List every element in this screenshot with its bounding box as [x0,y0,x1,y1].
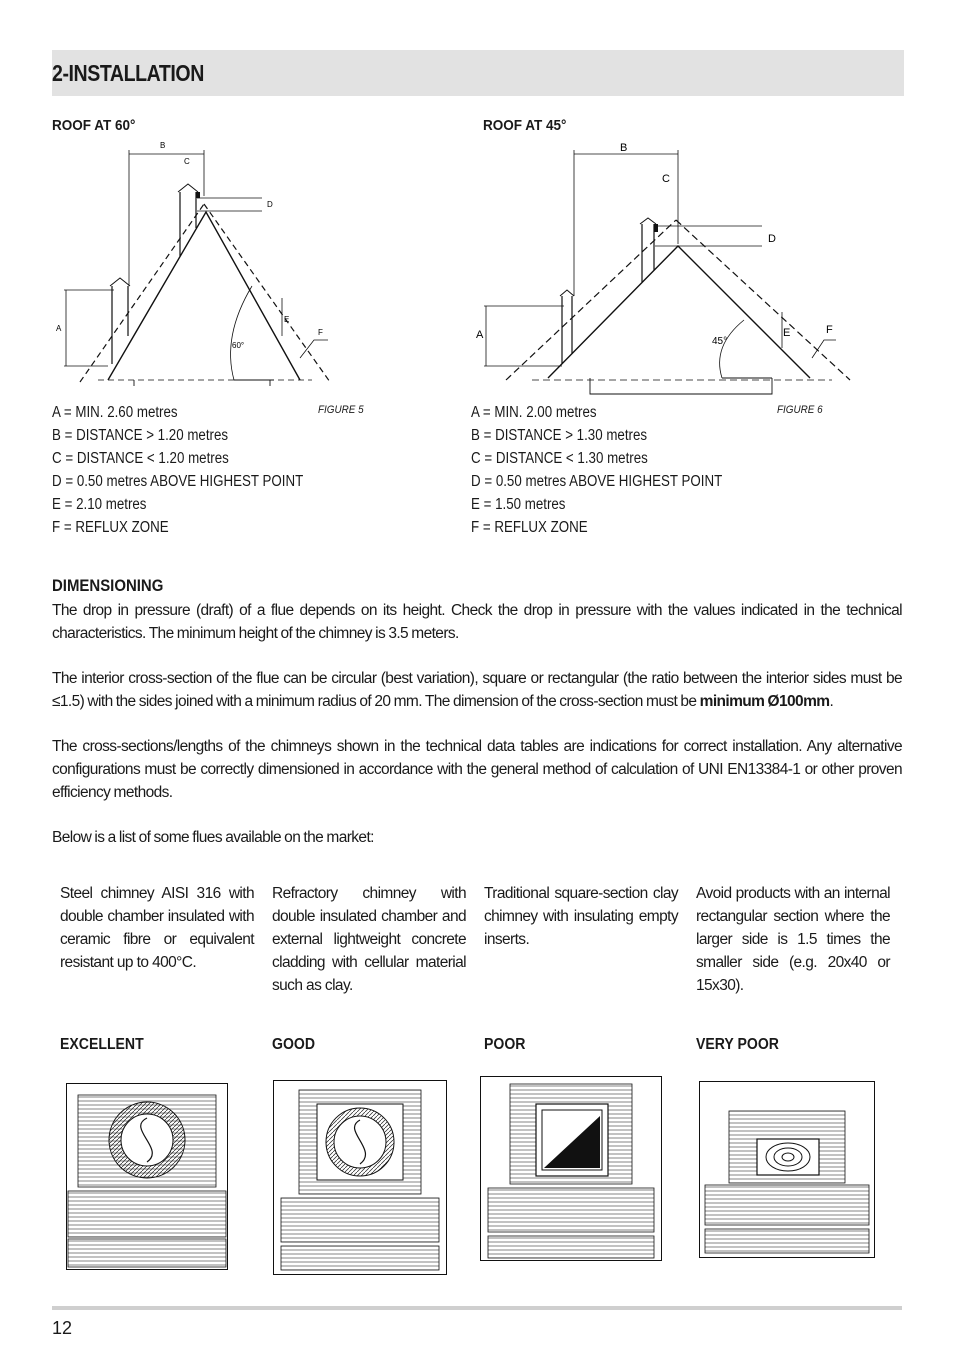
figure5-legend [52,401,303,539]
paragraph-configurations: The cross-sections/lengths of the chimneys shown in the technical data tables are indications for correct installation. Any alternative configurations must be correctly dimensioned in accordance with the general method of calculation of UNI EN13384-1 or other proven efficiency methods. [52,738,902,801]
figure5-legend-d: D = 0.50 metres ABOVE HIGHEST POINT [52,473,304,490]
paragraph-flue-list-intro: Below is a list of some flues available on the market: [52,829,374,846]
figure6-label-d: D [768,233,776,245]
figure6-legend-a: A = MIN. 2.00 metres [471,404,597,421]
figure5-legend-b: B = DISTANCE > 1.20 metres [52,427,229,444]
figure5-legend-a: A = MIN. 2.60 metres [52,404,178,421]
figure6-legend-c: C = DISTANCE < 1.30 metres [471,450,648,467]
figure5-legend-e: E = 2.10 metres [52,496,147,513]
figure5-label-d: D [267,200,273,209]
figure6-label-c: C [662,173,670,185]
figure5-label-e: E [284,315,290,324]
footer-divider [52,1306,902,1310]
figure6-roof-45-diagram [472,136,862,398]
figure6-legend-d: D = 0.50 metres ABOVE HIGHEST POINT [471,473,723,490]
figure6-legend [471,401,722,539]
rating-poor: POOR [484,1036,526,1053]
section-heading-dimensioning: DIMENSIONING [52,576,164,595]
figure6-caption: FIGURE 6 [777,404,823,416]
rating-good: GOOD [272,1036,316,1053]
figure5-title: ROOF AT 60° [52,117,136,134]
figure5-legend-f: F = REFLUX ZONE [52,519,169,536]
page-title: 2-INSTALLATION [52,60,204,86]
figure6-legend-b: B = DISTANCE > 1.30 metres [471,427,648,444]
rating-excellent: EXCELLENT [60,1036,144,1053]
figure6-legend-e: E = 1.50 metres [471,496,566,513]
flue-illustration-poor [480,1076,663,1262]
flue-description-good: Refractory chimney with double insulated chamber and external lightweight concrete cladding with cellular material such as clay. [272,885,466,994]
paragraph-draft: The drop in pressure (draft) of a flue depends on its height. Check the drop in pressure with the values indicated in the technical characteristics. The minimum height of the chimney is 3.5 meters. [52,602,902,642]
figure6-label-e: E [783,327,791,339]
flue-description-poor: Traditional square-section clay chimney with insulating empty inserts. [484,885,678,948]
figure6-title: ROOF AT 45° [483,117,567,134]
flue-illustration-good [273,1080,448,1276]
figure5-label-b: B [160,141,166,150]
figure6-label-f: F [826,324,833,336]
figure5-legend-c: C = DISTANCE < 1.20 metres [52,450,229,467]
paragraph-cross-section-end: . [829,693,834,710]
paragraph-cross-section-text: The interior cross-section of the flue can be circular (best variation), square or rectangular (the ratio between the interior sides must be ≤1.5) with the sides joined with a minimum radius of 20 mm. The dimension of the cross-section must be [52,670,902,710]
flue-illustration-excellent [66,1083,229,1271]
figure5-roof-60-diagram [52,136,342,386]
figure6-label-b: B [620,142,628,154]
flue-description-very-poor: Avoid products with an internal rectangular section where the larger side is 1.5 times the smaller side (e.g. 20x40 or 15x30). [696,885,890,994]
figure6-angle-label: 45° [712,336,728,347]
figure5-caption: FIGURE 5 [318,404,364,416]
figure5-label-c: C [184,157,190,166]
figure6-legend-f: F = REFLUX ZONE [471,519,588,536]
figure5-label-a: A [56,324,62,333]
paragraph-cross-section-bold: minimum Ø100mm [699,693,830,710]
figure5-label-f: F [318,328,323,337]
rating-very-poor: VERY POOR [696,1036,779,1053]
flue-illustration-very-poor [699,1081,875,1258]
figure5-angle-label: 60° [232,341,245,350]
paragraph-cross-section [52,667,902,713]
page-number: 12 [52,1318,73,1338]
figure6-label-a: A [476,329,484,341]
flue-description-excellent: Steel chimney AISI 316 with double chamber insulated with ceramic fibre or equivalent resistant up to 400°C. [60,885,254,971]
